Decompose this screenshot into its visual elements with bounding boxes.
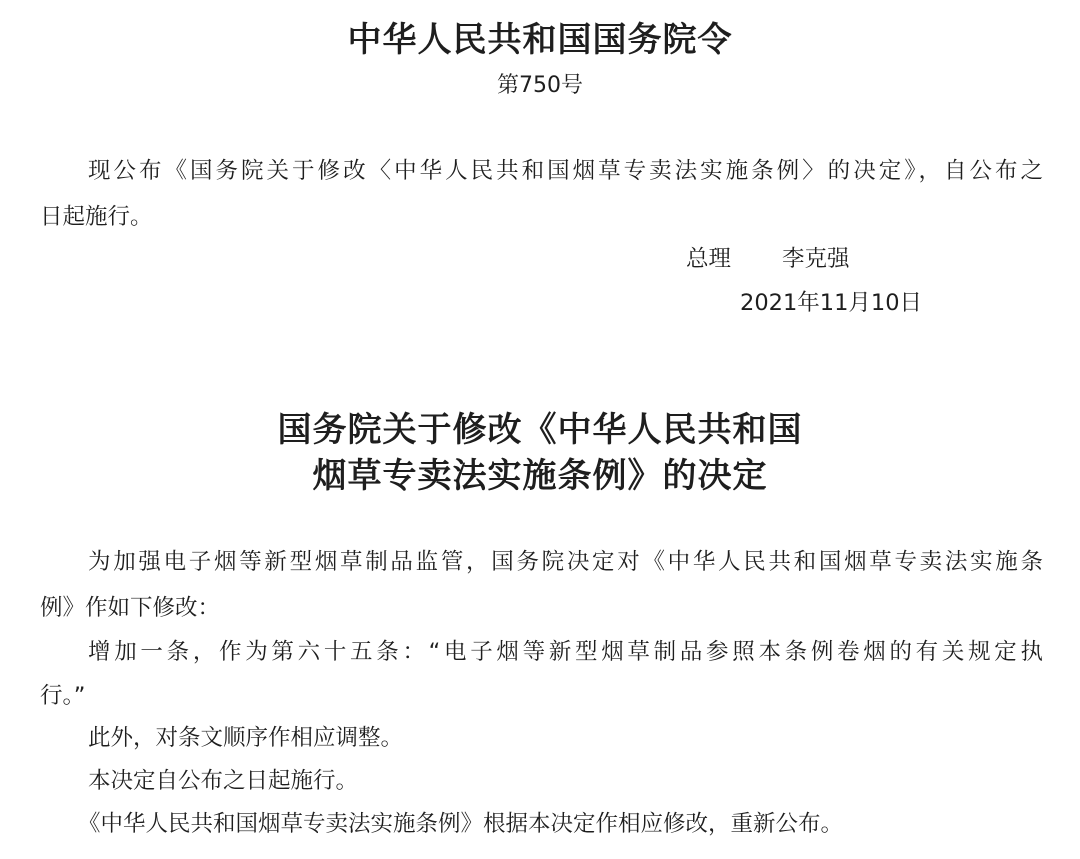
decision-paragraph-3: 此外，对条文顺序作相应调整。	[88, 725, 404, 751]
decision-paragraph-1-line1: 为加强电子烟等新型烟草制品监管，国务院决定对《中华人民共和国烟草专卖法实施条	[88, 549, 1043, 575]
decision-paragraph-2-line2: 行。”	[40, 683, 86, 709]
order-number: 第750号	[497, 73, 583, 98]
promulgation-text-line1: 现公布《国务院关于修改〈中华人民共和国烟草专卖法实施条例〉的决定》，自公布之	[88, 158, 1043, 184]
decision-paragraph-4: 本决定自公布之日起施行。	[88, 768, 359, 794]
signer-title: 总理	[686, 246, 732, 272]
order-title: 中华人民共和国国务院令	[347, 20, 733, 60]
decision-title-line1: 国务院关于修改《中华人民共和国	[277, 410, 803, 450]
decision-paragraph-1-line2: 例》作如下修改：	[40, 595, 221, 621]
promulgation-text-line2: 日起施行。	[40, 204, 153, 230]
signing-date: 2021年11月10日	[740, 290, 923, 316]
decision-paragraph-2-line1: 增加一条，作为第六十五条：“电子烟等新型烟草制品参照本条例卷烟的有关规定执	[88, 639, 1043, 665]
signer-name: 李克强	[782, 246, 850, 272]
decision-title-line2: 烟草专卖法实施条例》的决定	[312, 456, 768, 496]
decision-paragraph-5: 《中华人民共和国烟草专卖法实施条例》根据本决定作相应修改，重新公布。	[78, 811, 844, 837]
